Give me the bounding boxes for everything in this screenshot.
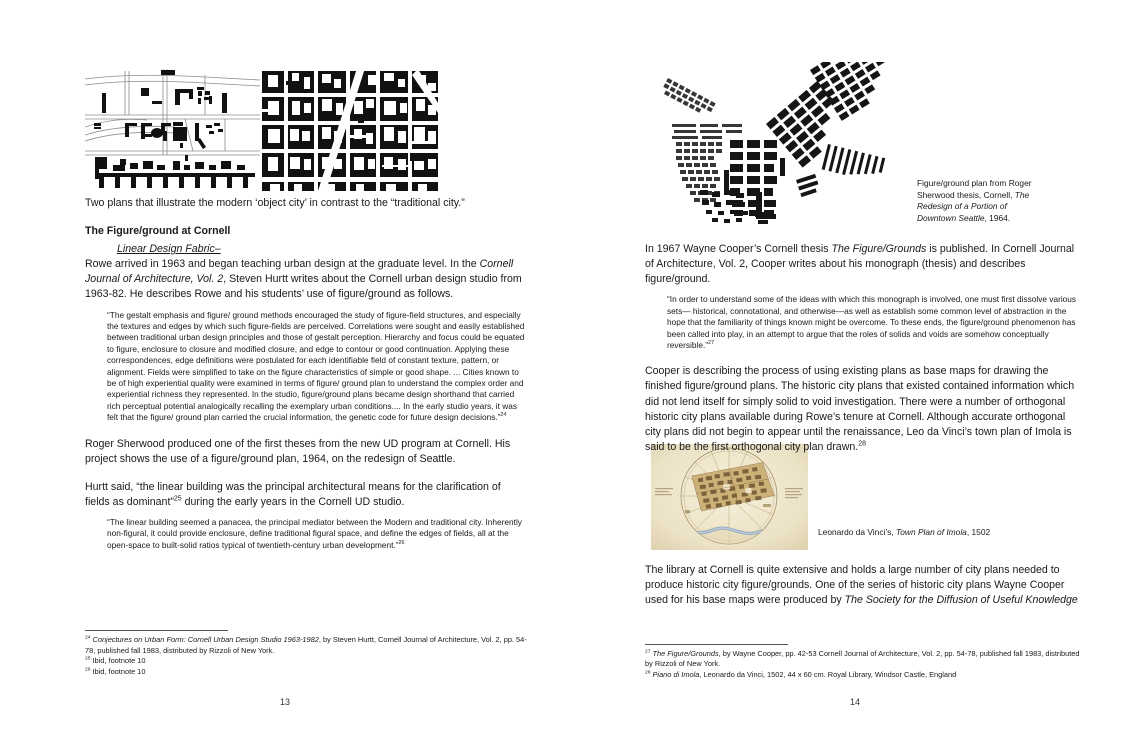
quote1-text: “The gestalt emphasis and figure/ ground methods encouraged the study of figure-field structures, and especially the textures and edges by which such figure-fields are perceived. Correlations were sought and easily established between traditional urban design principles and those of gestalt perception. Hierarchy and focus could be equated to figure, enclosure to closure and modified closure, and edge to contour or good continuation. Applying these correspondences, edge definitions were postulated for each identifiable field of constant texture, pattern, or alignment. Fields were simplified to take on the figure characteristics of simple or good shape. ... Cities known to be of high experiential quality were examined in terms of figure/ ground plan to understand the complex order and experiential richness they represented. In the studio, figure/ground plans became design shorthand that carried rich perceptual potential analogically recalling the exemplary urban conditions.... In the early studio years, it was felt that the figure/ ground plan carried the crucial information, the genetic code for future design decisions.”: [107, 309, 525, 423]
para1-part-a: Rowe arrived in 1963 and began teaching urban design at the graduate level. In the: [85, 258, 480, 271]
seattle-figure-ground-plan-svg: [660, 62, 900, 240]
footnote-26-rest: Ibid, footnote 10: [92, 666, 146, 676]
rquote1-text: “In order to understand some of the ideas with which this monograph is involved, one must first dissolve various sets— historical, connotational, and otherwise—as well as establish some common level of abstraction in the hope that the familiarity of things known might be overcome. To these ends, the figure/ground phenomenon has been called into play, in an attempt to argue that the roles of solids and voids are somehow conceptually reversible.”: [667, 294, 1077, 350]
rpara1-italic-title: The Figure/Grounds: [831, 243, 927, 255]
imola-town-plan-figure: [651, 444, 808, 550]
blockquote-in-order-to-understand: [667, 294, 1077, 351]
left-page-footnotes: [85, 630, 530, 677]
seattle-figure-ground-plan-figure: [660, 62, 900, 240]
footnote-ref-26: 26: [398, 540, 405, 547]
footnote-24-italic-title: Conjectures on Urban Form: Cornell Urban Design Studio 1963-1982: [92, 635, 319, 645]
imola-caption-part-a: Leonardo da Vinci’s,: [818, 527, 896, 537]
traditional-city-plan-svg: [262, 65, 438, 191]
para1-italic-journal: Cornell Journal of Architecture, Vol. 2: [85, 258, 514, 286]
para3-part-b: during the early years in the Cornell UD studio.: [181, 495, 405, 508]
paragraph-library-at-cornell: [645, 563, 1080, 608]
page-number-left: 13: [279, 697, 290, 707]
footnote-28-italic-title: Piano di Imola: [652, 669, 700, 679]
modern-object-city-plan-svg: [85, 65, 260, 189]
footnote-ref-24: 24: [500, 412, 507, 419]
footnote-marker-27: 27: [645, 649, 651, 655]
footnote-ref-25: 25: [173, 495, 182, 503]
footnote-separator-rule: [85, 630, 228, 631]
footnote-25-rest: Ibid, footnote 10: [92, 656, 146, 666]
rpara3-part-a: The library at Cornell is quite extensive and holds a large number of city plans needed to produce historic city figure/grounds. One of the series of historic city plans Wayne Cooper used for his base maps were produced by: [645, 564, 1065, 607]
traditional-city-plan-figure: [262, 65, 438, 191]
quote2-text: “The linear building seemed a panacea, the principal mediator between the Modern and traditional city. Inherently non-figural, it could provide enclosure, define traditional figural space, and define the edges of fields, all at the open-space to built-solid ratios typical of twentieth-century urban development.”: [107, 517, 522, 550]
page-number-right: 14: [849, 697, 860, 707]
figure-caption-two-plans: Two plans that illustrate the modern ‘object city’ in contrast to the “traditional city.”: [85, 197, 465, 209]
footnote-27-rest: , by Wayne Cooper, pp. 42-53 Cornell Journal of Architecture, Vol. 2, pp. 54-78, published fall 1983, distributed by Rizzoli of New York.: [645, 648, 1080, 669]
footnote-ref-27: 27: [708, 340, 715, 347]
footnote-ref-28: 28: [858, 440, 866, 448]
imola-caption-italic-title: Town Plan of Imola: [895, 527, 967, 537]
right-page-text-column-lower: [645, 563, 1080, 608]
left-page-text-column: [85, 196, 527, 551]
modern-object-city-plan-figure: [85, 65, 260, 189]
footnote-28-rest: , Leonardo da Vinci, 1502, 44 x 60 cm. Royal Library, Windsor Castle, England: [699, 669, 957, 679]
blockquote-linear-building: [107, 517, 525, 551]
paragraph-cooper-describing: [645, 364, 1080, 455]
section-heading-figure-ground-cornell: The Figure/ground at Cornell: [85, 225, 231, 238]
paragraph-rowe-arrived: [85, 257, 527, 302]
footnote-28: [645, 670, 1085, 680]
footnote-marker-25: 25: [85, 656, 91, 662]
imola-town-plan-svg: [651, 444, 808, 550]
footnote-25: [85, 656, 530, 666]
para1-part-b: , Steven Hurtt writes about the Cornell urban design studio from 1963-82. He describes Rowe and his students’ use of figure/ground as follows.: [85, 273, 522, 301]
sub-heading-linear-design-fabric: Linear Design Fabric–: [117, 243, 221, 256]
paragraph-hurtt-said: [85, 480, 527, 510]
rpara1-part-a: In 1967 Wayne Cooper’s Cornell thesis: [645, 243, 832, 255]
footnote-24-rest: , by Steven Hurtt, Cornell Journal of Architecture, Vol. 2, pp. 54-78, published fall 1983, distributed by Rizzoli of New York.: [85, 635, 527, 655]
right-page-footnotes: [645, 644, 1085, 680]
right-page-text-column: [645, 242, 1080, 455]
rpara3-italic-society: The Society for the Diffusion of Useful Knowledge: [844, 594, 1078, 607]
rpara1-part-b: is published. In Cornell Journal of Architecture, Vol. 2, Cooper writes about his monograph (thesis) and describes figure/ground.: [645, 243, 1075, 286]
footnote-26: [85, 667, 530, 677]
footnote-24: [85, 635, 530, 656]
footnote-marker-28: 28: [645, 670, 651, 676]
caption-seattle-figure-ground: [917, 178, 1047, 224]
paragraph-roger-sherwood: Roger Sherwood produced one of the first theses from the new UD program at Cornell. His project shows the use of a figure/ground plan, 1964, on the redesign of Seattle.: [85, 437, 511, 465]
footnote-marker-24: 24: [85, 635, 91, 641]
footnote-marker-26: 26: [85, 667, 91, 673]
footnote-separator-rule-right: [645, 644, 788, 645]
rpara2-text: Cooper is describing the process of using existing plans as base maps for drawing the finished figure/ground plans. The historic city plans that existed contained information which did not lend itself for simply solid to void investigation. There were a number of orthogonal historic city plans available during Rowe’s tenure at Cornell. Although accurate orthogonal city plans did not begin to appear until the renaissance, Leo da Vinci’s town plan of Imola is said to be the first orthogonal city plan drawn.: [645, 365, 1075, 453]
para3-part-a: Hurtt said, “the linear building was the principal architectural means for the clarification of fields as dominant”: [85, 480, 501, 508]
caption-imola-town-plan: [818, 527, 1048, 539]
blockquote-gestalt-emphasis: [107, 310, 525, 424]
footnote-27: [645, 649, 1085, 670]
seattle-caption-part-a: Figure/ground plan from Roger Sherwood thesis, Cornell,: [917, 178, 1032, 200]
footnote-27-italic-title: The Figure/Grounds: [652, 648, 719, 658]
paragraph-wayne-cooper-thesis: [645, 242, 1080, 287]
seattle-caption-italic-title: The Redesign of a Portion of Downtown Seattle: [917, 189, 1030, 223]
imola-caption-part-b: , 1502: [966, 527, 991, 537]
seattle-caption-part-b: , 1964.: [984, 212, 1011, 223]
